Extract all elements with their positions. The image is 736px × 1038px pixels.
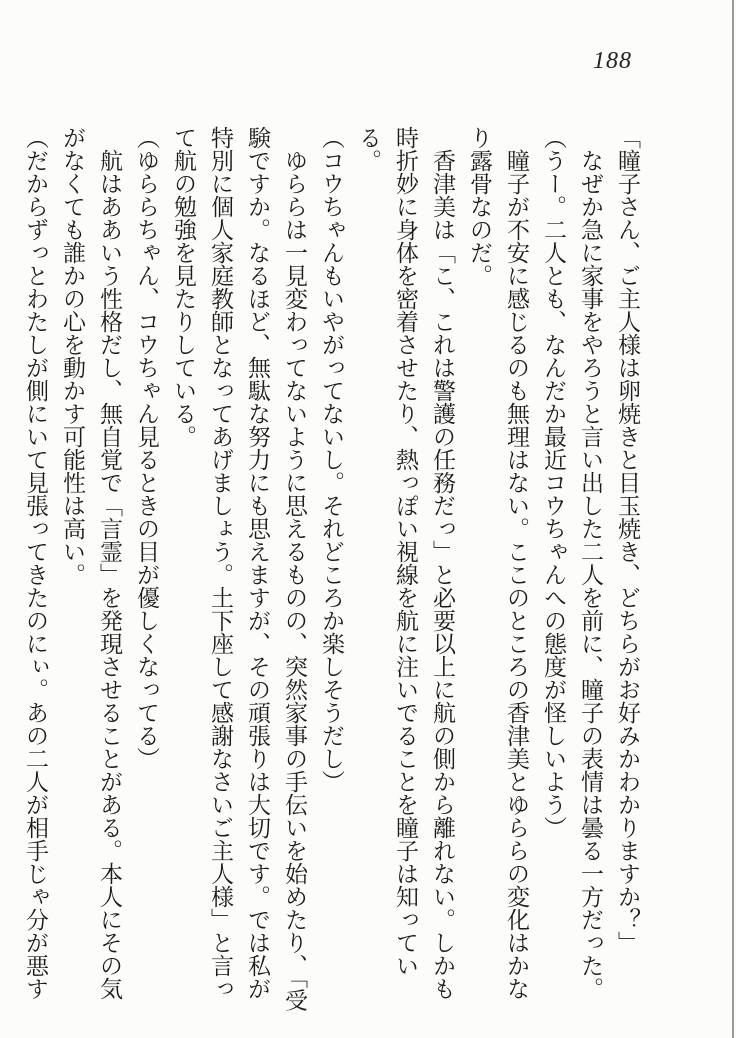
paragraph-thought: （コウちゃんもいやがってないし。それどころか楽しそうだし） <box>319 126 344 793</box>
paragraph-dialogue: 「瞳子さん、ご主人様は卵焼きと目玉焼き、どちらがお好みかわかりますか？」 <box>615 126 640 954</box>
paragraph-narrative: なぜか急に家事をやろうと言い出した二人を前に、瞳子の表情は曇る一方だった。 <box>578 149 603 1000</box>
paragraph-narrative: 香津美は「こ、これは警護の任務だっ」と必要以上に航の側から離れない。しかも時折妙に身体を密着させたり、熱っぽい視線を航に注いでることを瞳子は知っている。 <box>356 126 455 1000</box>
paragraph-narrative: ゆららは一見変わってないように思えるものの、突然家事の手伝いを始めたり、「受験ですか。なるほど、無駄な努力にも思えますが、その頑張りは大切です。では私が特別に個人家庭教師となってあげましょう。土下座して感謝なさいご主人様」と言って航の勉強を見たりしている。 <box>171 126 307 1012</box>
page-edge-line <box>732 0 734 1038</box>
paragraph-thought: （うー。二人とも、なんだか最近コウちゃんへの態度が怪しいよう） <box>541 126 566 839</box>
page-number: 188 <box>593 48 632 74</box>
paragraph-thought: （ゆららちゃん、コウちゃん見るときの目が優しくなってる） <box>134 126 159 770</box>
text-block <box>17 126 646 1014</box>
paragraph-narrative: 瞳子が不安に感じるのも無理はない。ここのところの香津美とゆららの変化はかなり露骨なのだ。 <box>467 126 529 1000</box>
paragraph-thought: （だからずっとわたしが側にいて見張ってきたのにぃ。あの二人が相手じゃ分が悪す <box>23 126 48 1000</box>
paragraph-narrative: 航はああいう性格だし、無自覚で「言霊」を発現させることがある。本人にその気がなくても誰かの心を動かす可能性は高い。 <box>60 126 122 1000</box>
